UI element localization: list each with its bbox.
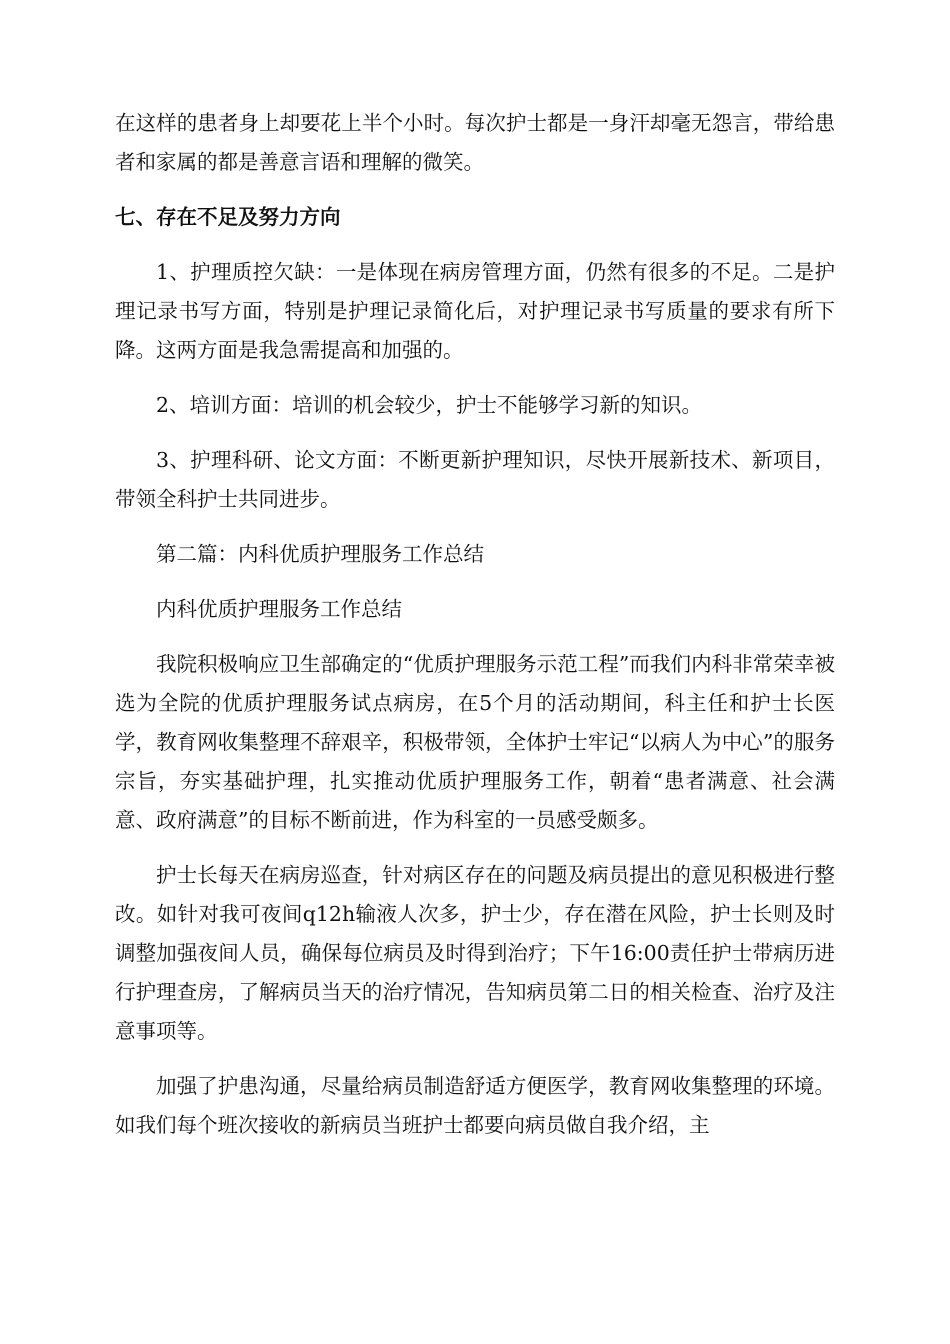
- paragraph-head-nurse: 护士长每天在病房巡查，针对病区存在的问题及病员提出的意见积极进行整改。如针对我可夜间q12h输液人次多，护士少，存在潜在风险，护士长则及时调整加强夜间人员，确保每位病员及时得到治疗；下午16:00责任护士带病历进行护理查房，了解病员当天的治疗情况，告知病员第二日的相关检查、治疗及注意事项等。: [115, 863, 835, 1043]
- paragraph-communication: 加强了护患沟通，尽量给病员制造舒适方便医学，教育网收集整理的环境。如我们每个班次接收的新病员当班护士都要向病员做自我介绍，主: [115, 1074, 835, 1137]
- paragraph-chapter-title: 第二篇：内科优质护理服务工作总结: [156, 542, 484, 566]
- paragraph-continuation: 在这样的患者身上却要花上半个小时。每次护士都是一身汗却毫无怨言，带给患者和家属的都是善意言语和理解的微笑。: [115, 111, 835, 174]
- paragraph-summary-title: 内科优质护理服务工作总结: [156, 597, 402, 621]
- paragraph-quality-control: 1、护理质控欠缺：一是体现在病房管理方面，仍然有很多的不足。二是护理记录书写方面，特别是护理记录简化后，对护理记录书写质量的要求有所下降。这两方面是我急需提高和加强的。: [115, 260, 835, 362]
- paragraph-research: 3、护理科研、论文方面：不断更新护理知识，尽快开展新技术、新项目，带领全科护士共同进步。: [115, 448, 835, 511]
- paragraph-training: 2、培训方面：培训的机会较少，护士不能够学习新的知识。: [156, 393, 703, 417]
- document-page: [115, 104, 835, 1161]
- section-heading: 七、存在不足及努力方向: [115, 205, 341, 229]
- paragraph-intro: 我院积极响应卫生部确定的“优质护理服务示范工程”而我们内科非常荣幸被选为全院的优质护理服务试点病房，在5个月的活动期间，科主任和护士长医学，教育网收集整理不辞艰辛，积极带领，全体护士牢记“以病人为中心”的服务宗旨，夯实基础护理，扎实推动优质护理服务工作，朝着“患者满意、社会满意、政府满意”的目标不断前进，作为科室的一员感受颇多。: [115, 652, 835, 832]
